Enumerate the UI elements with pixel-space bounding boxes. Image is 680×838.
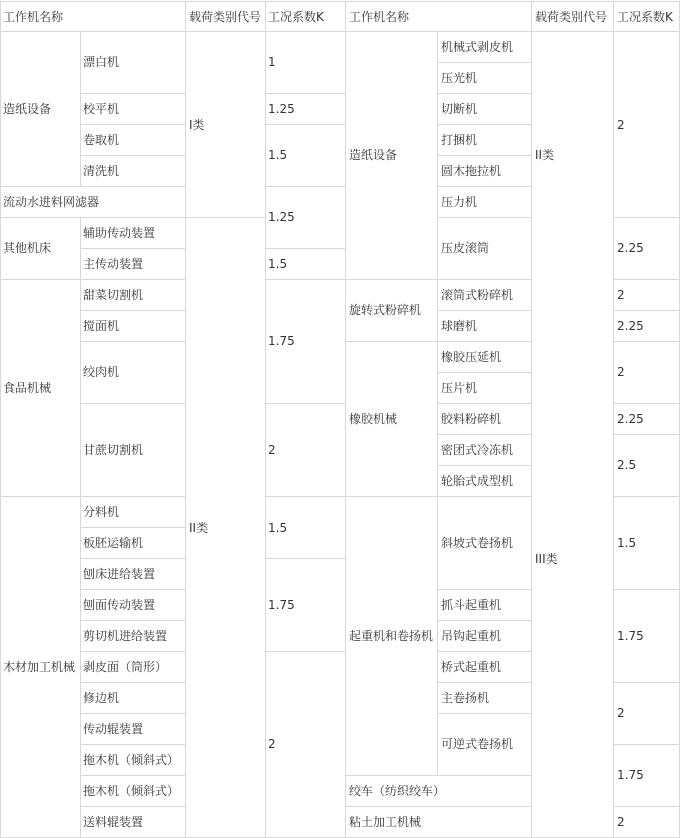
right-machine: 压力机 [441,195,478,209]
left-machine: 漂白机 [83,55,120,69]
left-machine: 搅面机 [83,319,120,333]
right-machine: 橡胶压延机 [441,350,502,364]
right-k-value: 2 [617,815,625,829]
right-group-winch: 绞车（纺织绞车） [349,784,446,798]
right-group-paper: 造纸设备 [349,148,398,162]
header-right-machine: 工作机名称 [349,10,410,24]
right-machine: 斜坡式卷扬机 [441,536,514,550]
left-machine: 绞肉机 [83,365,120,379]
right-k-value: 2 [617,365,625,379]
left-machine: 卷取机 [83,133,120,147]
left-k-value: 1.25 [268,102,295,116]
left-machine: 送料辊装置 [83,815,144,829]
right-k-value: 1.5 [617,536,637,550]
left-k-value: 1.5 [268,148,288,162]
right-group-cranes-hoists: 起重机和卷扬机 [349,629,434,643]
right-k-value: 2 [617,706,625,720]
header-left-k: 工况系数K [268,10,324,24]
right-machine: 压皮滚筒 [441,241,490,255]
left-load-class: II类 [189,521,209,535]
right-k-value: 2.5 [617,458,637,472]
left-k-value: 1.75 [268,334,295,348]
right-machine: 压片机 [441,381,478,395]
header-left-machine: 工作机名称 [3,10,64,24]
left-machine: 辅助传动装置 [83,226,156,240]
left-machine: 甜菜切割机 [83,288,144,302]
right-machine: 密团式冷冻机 [441,443,514,457]
right-load-class: II类 [535,148,555,162]
left-machine: 拖木机（倾斜式） [83,784,180,798]
right-machine: 球磨机 [441,319,478,333]
left-load-class: I类 [189,118,205,132]
left-group-paper: 造纸设备 [3,102,52,116]
left-machine: 剥皮面（筒形） [83,660,168,674]
left-k-value: 2 [268,443,276,457]
left-machine: 刨床进给装置 [83,567,156,581]
right-machine: 切断机 [441,102,478,116]
right-k-value: 1.75 [617,629,644,643]
right-machine: 吊钩起重机 [441,629,502,643]
right-machine: 压光机 [441,71,478,85]
left-k-value: 2 [268,737,276,751]
right-k-value: 1.75 [617,768,644,782]
left-machine: 传动辊装置 [83,722,144,736]
right-k-value: 2 [617,288,625,302]
right-machine: 打捆机 [441,133,478,147]
right-group-rotary-crusher: 旋转式粉碎机 [349,303,422,317]
left-machine: 甘蔗切割机 [83,443,144,457]
left-group-other-machine-tools: 其他机床 [3,241,52,255]
left-machine: 修边机 [83,691,120,705]
left-group-woodworking: 木材加工机械 [3,660,76,674]
left-group-food-machinery: 食品机械 [3,381,52,395]
header-right-k: 工况系数K [617,10,673,24]
right-machine: 圆木拖拉机 [441,164,502,178]
left-machine: 校平机 [83,102,120,116]
left-machine: 清洗机 [83,164,120,178]
left-k-value: 1.5 [268,521,288,535]
right-machine: 滚筒式粉碎机 [441,288,514,302]
left-machine: 主传动装置 [83,257,144,271]
right-machine: 可逆式卷扬机 [441,737,514,751]
header-left-load-class: 载荷类别代号 [189,10,262,24]
left-machine: 板胚运输机 [83,536,144,550]
left-k-value: 1.25 [268,210,295,224]
left-machine: 刨面传动装置 [83,598,156,612]
left-k-value: 1.5 [268,257,288,271]
right-machine: 抓斗起重机 [441,598,502,612]
right-k-value: 2.25 [617,241,644,255]
left-machine: 拖木机（倾斜式） [83,753,180,767]
right-machine: 主卷扬机 [441,691,490,705]
left-machine: 分料机 [83,505,120,519]
left-k-value: 1.75 [268,598,295,612]
right-load-class: III类 [535,552,558,566]
right-k-value: 2.25 [617,412,644,426]
right-machine: 轮胎式成型机 [441,474,514,488]
left-machine: 剪切机进给装置 [83,629,168,643]
right-machine: 胶料粉碎机 [441,412,502,426]
right-k-value: 2 [617,118,625,132]
right-group-rubber-machinery: 橡胶机械 [349,412,398,426]
header-right-load-class: 载荷类别代号 [535,10,608,24]
right-machine: 机械式剥皮机 [441,40,514,54]
left-group-filter: 流动水进料网滤器 [3,195,100,209]
right-machine: 桥式起重机 [441,660,502,674]
right-k-value: 2.25 [617,319,644,333]
right-group-clay-processing: 粘土加工机械 [349,815,422,829]
left-k-value: 1 [268,55,276,69]
